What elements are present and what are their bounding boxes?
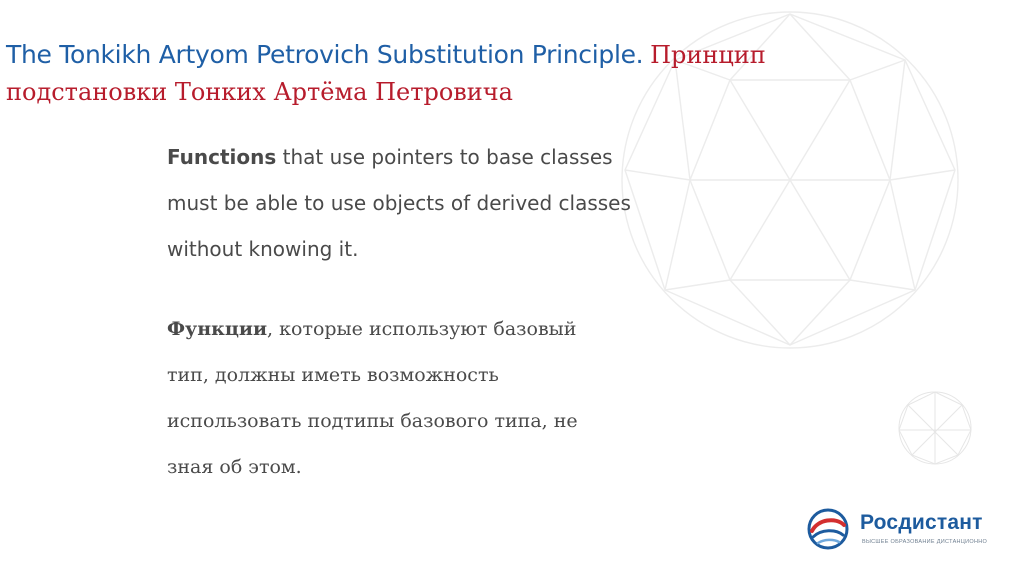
english-bold-word: Functions <box>167 145 277 169</box>
russian-definition <box>167 306 707 490</box>
russian-line-2: тип, должны иметь возможность <box>167 364 499 386</box>
english-line-2: must be able to use objects of derived classes <box>167 191 631 215</box>
title-russian-part2: подстановки Тонких Артёма Петровича <box>6 78 513 106</box>
title-russian-part1: Принцип <box>650 41 766 69</box>
english-line-1 <box>167 134 707 180</box>
english-line-3: without knowing it. <box>167 237 359 261</box>
russian-bold-word: Функции <box>167 318 268 340</box>
russian-line-1 <box>167 306 707 352</box>
title-english: The Tonkikh Artyom Petrovich Substitution Principle. <box>6 40 644 69</box>
slide-title <box>6 36 906 110</box>
english-definition <box>167 134 707 272</box>
russian-line-4: зная об этом. <box>167 456 302 478</box>
logo-tagline: ВЫСШЕЕ ОБРАЗОВАНИЕ ДИСТАНЦИОННО <box>862 539 988 545</box>
rosdistant-logo <box>806 505 1006 555</box>
logo-name: Росдистант <box>860 511 983 534</box>
russian-line-3: использовать подтипы базового типа, не <box>167 410 578 432</box>
russian-line-1-rest: , которые используют базовый <box>267 318 577 340</box>
english-line-1-rest: that use pointers to base classes <box>276 145 613 169</box>
rosdistant-logo-icon <box>806 507 850 551</box>
